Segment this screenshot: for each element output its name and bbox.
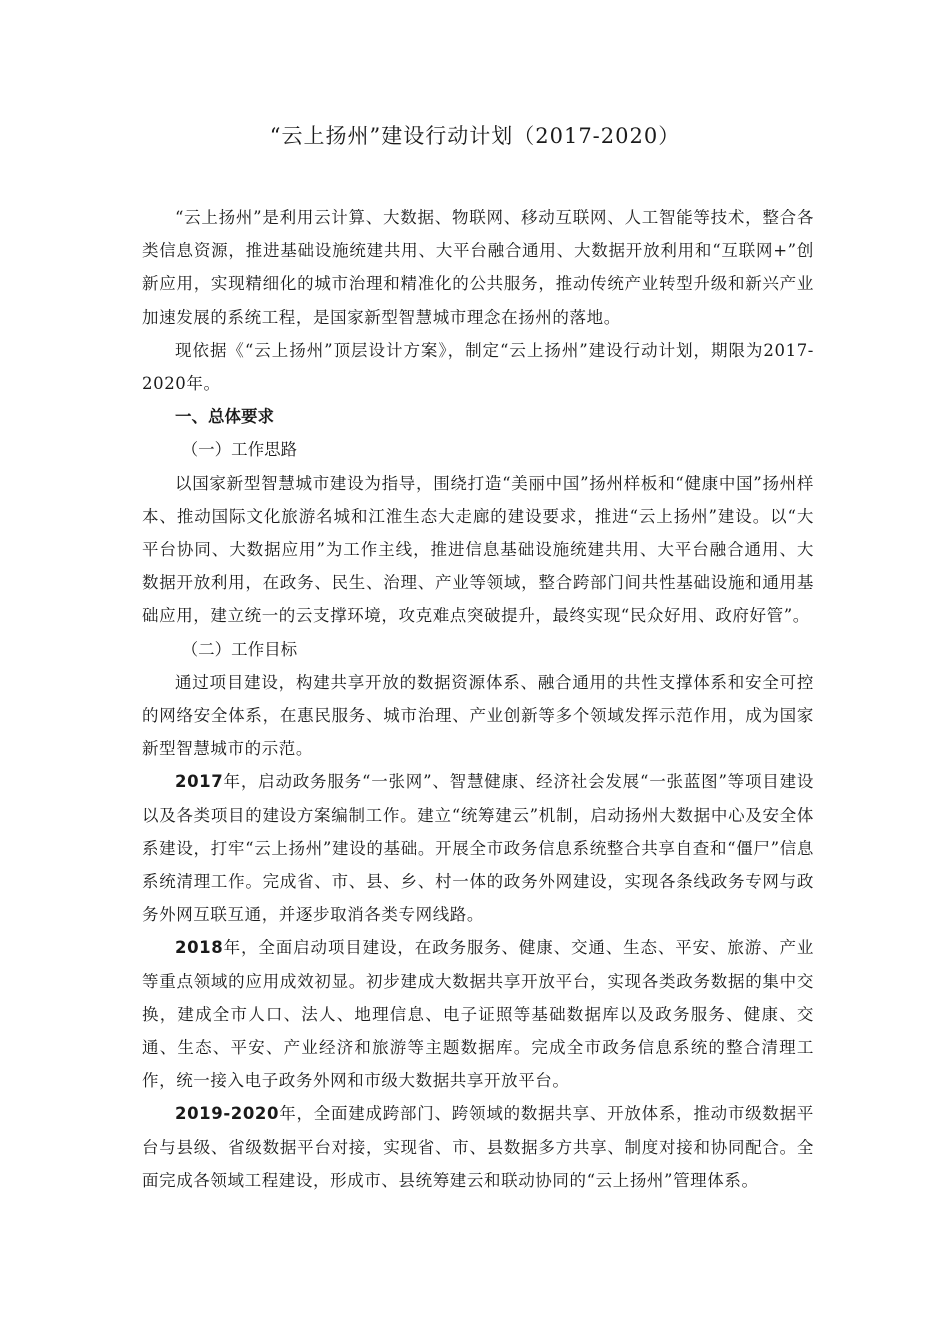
goal-paragraph-2018 [142,931,814,1097]
intro-paragraph: “云上扬州”是利用云计算、大数据、物联网、移动互联网、人工智能等技术，整合各类信息资源，推进基础设施统建共用、大平台融合通用、大数据开放利用和“互联网+”创新应用，实现精细化的城市治理和精准化的公共服务，推动传统产业转型升级和新兴产业加速发展的系统工程，是国家新型智慧城市理念在扬州的落地。 [142,208,814,327]
work-goals-paragraph: 通过项目建设，构建共享开放的数据资源体系、融合通用的共性支撑体系和安全可控的网络安全体系，在惠民服务、城市治理、产业创新等多个领域发挥示范作用，成为国家新型智慧城市的示范。 [142,672,814,759]
goal-paragraph-2019-2020 [142,1097,814,1197]
document-title: “云上扬州”建设行动计划（2017-2020） [269,124,681,148]
goal-year-2018: 2018 [175,938,224,958]
basis-paragraph: 现依据《“云上扬州”顶层设计方案》，制定“云上扬州”建设行动计划，期限为2017-2020年。 [142,340,814,394]
goal-year-2019-2020: 2019-2020 [175,1104,280,1124]
goal-year-2017: 2017 [175,772,224,792]
goal-text-2019-2020: 年，全面建成跨部门、跨领域的数据共享、开放体系，推动市级数据平台与县级、省级数据平台对接，实现省、市、县数据多方共享、制度对接和协同配合。全面完成各领域工程建设，形成市、县统筹建云和联动协同的“云上扬州”管理体系。 [142,1104,814,1190]
goal-text-2018: 年，全面启动项目建设，在政务服务、健康、交通、生态、平安、旅游、产业等重点领域的应用成效初显。初步建成大数据共享开放平台，实现各类政务数据的集中交换，建成全市人口、法人、地理信息、电子证照等基础数据库以及政务服务、健康、交通、生态、平安、产业经济和旅游等主题数据库。完成全市政务信息系统的整合清理工作，统一接入电子政务外网和市级大数据共享开放平台。 [142,938,814,1091]
subsection-heading-work-goals: （二）工作目标 [181,639,298,659]
work-approach-paragraph: 以国家新型智慧城市建设为指导，围绕打造“美丽中国”扬州样板和“健康中国”扬州样本、推动国际文化旅游名城和江淮生态大走廊的建设要求，推进“云上扬州”建设。以“大平台协同、大数据应用”为工作主线，推进信息基础设施统建共用、大平台融合通用、大数据开放利用，在政务、民生、治理、产业等领域，整合跨部门间共性基础设施和通用基础应用，建立统一的云支撑环境，攻克难点突破提升，最终实现“民众好用、政府好管”。 [142,473,814,626]
goal-text-2017: 年，启动政务服务“一张网”、智慧健康、经济社会发展“一张蓝图”等项目建设以及各类项目的建设方案编制工作。建立“统筹建云”机制，启动扬州大数据中心及安全体系建设，打牢“云上扬州”建设的基础。开展全市政务信息系统整合共享自查和“僵尸”信息系统清理工作。完成省、市、县、乡、村一体的政务外网建设，实现各条线政务专网与政务外网互联互通，并逐步取消各类专网线路。 [142,772,814,925]
goal-paragraph-2017 [142,765,814,931]
subsection-heading-work-approach: （一）工作思路 [181,440,298,460]
document-body [142,201,814,1197]
section-heading-general-requirements: 一、总体要求 [175,407,274,427]
